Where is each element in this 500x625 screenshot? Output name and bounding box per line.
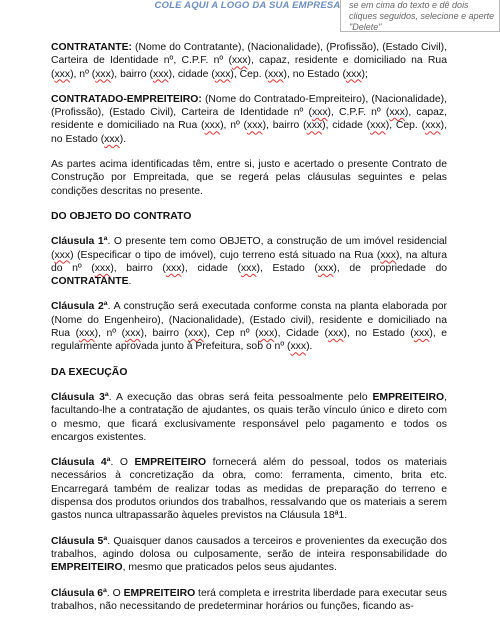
- spellcheck-mark: xxx: [188, 328, 204, 340]
- spellcheck-mark: xxx: [370, 120, 386, 132]
- spellcheck-mark: xxx: [231, 55, 248, 67]
- spellcheck-mark: xxx: [79, 328, 95, 340]
- section-heading-objeto: DO OBJETO DO CONTRATO: [51, 210, 192, 222]
- spellcheck-mark: xxx: [317, 262, 334, 274]
- spellcheck-mark: xxx: [306, 120, 323, 132]
- contratado-label: CONTRATADO-EMPREITEIRO:: [51, 93, 202, 105]
- clause-2: [51, 300, 447, 353]
- spellcheck-mark: xxx: [345, 68, 362, 80]
- spellcheck-mark: xxx: [104, 133, 120, 145]
- clause-1: [51, 235, 447, 288]
- spellcheck-mark: xxx: [247, 120, 263, 132]
- clause-1-end: .: [128, 276, 132, 288]
- section-heading-execucao: DA EXECUÇÃO: [51, 366, 128, 378]
- clause-6-emph: EMPREITEIRO: [123, 587, 196, 599]
- clause-3: [51, 391, 447, 444]
- spellcheck-mark: xxx: [54, 249, 71, 261]
- spellcheck-mark: xxx: [95, 68, 111, 80]
- clause-2-text: . A construção será executada conforme consta na planta elaborada por (Nome do Engenheiro), (Nacionalidade), (Estado civil), residente e domiciliado na Rua (xxx), nº (xxx), bairro (xxx), Cep nº (xxx), Cidade (xxx), no Estado (xxx), e regularmente aprovada junto à Prefeitura, sob o nº (xxx).: [51, 301, 447, 353]
- logo-placeholder[interactable]: COLE AQUI A LOGO DA SUA EMPRESA: [154, 0, 341, 11]
- spellcheck-mark: xxx: [425, 120, 441, 132]
- paragraph-contratante: [51, 41, 447, 81]
- spellcheck-mark: xxx: [380, 249, 396, 261]
- clause-6-label: Cláusula 6ª: [51, 587, 107, 599]
- spellcheck-mark: xxx: [311, 107, 328, 119]
- clause-4-emph: EMPREITEIRO: [134, 457, 207, 469]
- paragraph-contratado: [51, 93, 447, 146]
- spellcheck-mark: xxx: [258, 328, 275, 340]
- paragraph-intro: As partes acima identificadas têm, entre si, justo e acertado o presente Contrato de Construção por Empreitada, que se regerá pelas cláusulas seguintes e pelas condições descritas no presente.: [51, 159, 447, 197]
- contratado-text: (Nome do Contratado-Empreiteiro), (Nacionalidade), (Profissão), (Estado Civil), Carteira de Identidade nº (xxx), C.P.F. nº (xxx), capaz, residente e domiciliado na Rua (xxx), nº (xxx), bairro (xxx), cidade (xxx), Cep. (xxx), no Estado (xxx).: [51, 93, 448, 145]
- spellcheck-mark: xxx: [327, 328, 344, 340]
- document-body: [51, 41, 447, 625]
- spellcheck-mark: xxx: [94, 262, 111, 274]
- spellcheck-mark: xxx: [153, 68, 169, 80]
- clause-3-label: Cláusula 3ª: [51, 391, 109, 403]
- spellcheck-mark: xxx: [165, 262, 182, 274]
- clause-5-label: Cláusula 5ª: [51, 535, 108, 547]
- clause-4: [51, 456, 447, 522]
- clause-3-text: . A execução das obras será feita pessoalmente pelo: [108, 391, 373, 403]
- clause-6-pre: . O: [106, 587, 124, 599]
- clause-1-text: . O presente tem como OBJETO, a construção de um imóvel residencial (xxx) (Especificar o tipo de imóvel), cujo terreno está situado na Rua (xxx), na altura do nº (xxx), bairro (xxx), cidade (xxx), Estado (xxx), de propriedade do: [51, 236, 448, 274]
- clause-3-end: , facultando-lhe a contratação de ajudantes, os quais terão vínculo único e direto com o mesmo, que ficará exclusivamente responsável pelo pagamento e todos os encargos existentes.: [51, 391, 447, 443]
- clause-2-label: Cláusula 2ª: [51, 301, 108, 313]
- contratante-text: (Nome do Contratante), (Nacionalidade), (Profissão), (Estado Civil), Carteira de Identidade nº, C.P.F. nº (xxx), capaz, residente e domiciliado na Rua (xxx), nº (xxx), bairro (xxx), cidade (xxx), Cep. (xxx), no Estado (xxx);: [51, 42, 447, 80]
- spellcheck-mark: xxx: [413, 328, 430, 340]
- clause-5-emph: EMPREITEIRO: [51, 562, 123, 574]
- clause-4-end: fornecerá além do pessoal, todos os materiais necessários à concretização da obra, como: ferramenta, cimento, brita etc. Encarregará também de realizar todas as medidas de preparação do terreno e dispensa dos produtos oriundos dos trabalhos, ressalvando que os materiais a serem gastos nunca ultrapassarão àqueles previstos na Cláusula 18ª1.: [51, 457, 447, 522]
- clause-4-pre: . O: [110, 457, 135, 469]
- clause-5-end: , mesmo que praticados pelos seus ajudantes.: [122, 562, 337, 574]
- spellcheck-mark: xxx: [54, 68, 71, 80]
- spellcheck-mark: xxx: [267, 68, 284, 80]
- contratante-label: CONTRATANTE:: [51, 42, 132, 53]
- spellcheck-mark: xxx: [290, 341, 307, 353]
- spellcheck-mark: xxx: [240, 262, 257, 274]
- spellcheck-mark: xxx: [389, 107, 405, 119]
- clause-3-emph: EMPREITEIRO: [372, 391, 445, 403]
- spellcheck-mark: xxx: [125, 328, 141, 340]
- clause-1-label: Cláusula 1ª: [51, 236, 108, 248]
- tooltip-note: se em cima do texto e dê dois cliques seguidos, selecione e aperte "Delete": [340, 0, 500, 32]
- clause-5-text: . Quaisquer danos causados a terceiros e provenientes da execução dos trabalhos, agindo dolosa ou culposamente, serão de inteira responsabilidade do: [51, 535, 447, 560]
- spellcheck-mark: xxx: [214, 68, 231, 80]
- clause-5: [51, 535, 447, 575]
- spellcheck-mark: xxx: [204, 120, 221, 132]
- clause-1-emph: CONTRATANTE: [51, 276, 129, 288]
- clause-6-end: terá completa e irrestrita liberdade para executar seus trabalhos, não necessitando de predeterminar horários ou funções, ficando as-: [51, 587, 447, 612]
- clause-4-label: Cláusula 4ª: [51, 457, 111, 469]
